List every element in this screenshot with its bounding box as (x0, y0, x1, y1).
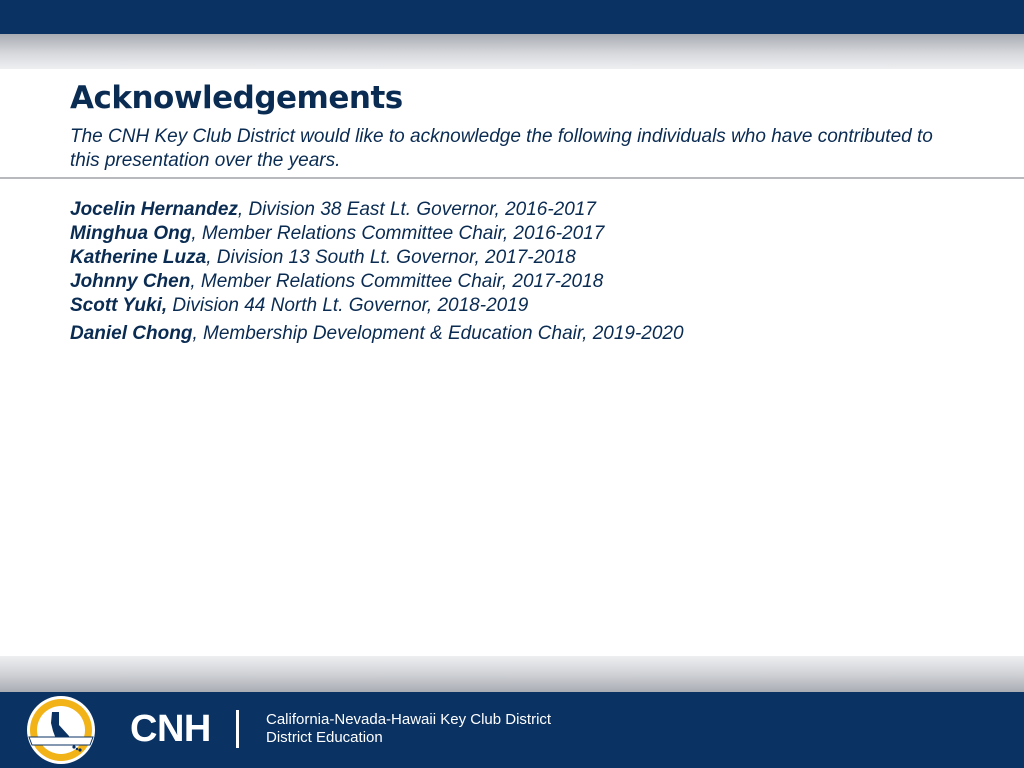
credit-item (70, 294, 970, 318)
district-seal-logo (26, 695, 96, 765)
header-divider (0, 177, 1024, 179)
bottom-gradient-band (0, 656, 1024, 692)
credit-name: Scott Yuki, (70, 295, 168, 316)
footer-org-name: California-Nevada-Hawaii Key Club District (266, 711, 552, 728)
credit-name: Johnny Chen (70, 271, 191, 292)
footer-text (266, 711, 551, 747)
credit-item (70, 270, 970, 294)
credit-item (70, 246, 970, 270)
credit-role: , Membership Development & Education Chair, 2019-2020 (192, 323, 684, 344)
credits-list (70, 198, 970, 346)
credit-role: , Division 38 East Lt. Governor, 2016-2017 (237, 199, 596, 220)
page-subtitle: The CNH Key Club District would like to acknowledge the following individuals who have contributed to this presentation over the years. (70, 126, 933, 171)
credit-name: Daniel Chong (70, 323, 193, 344)
brand-separator (236, 710, 239, 748)
credit-role: , Member Relations Committee Chair, 2016-2017 (191, 223, 605, 244)
credit-role: , Division 13 South Lt. Governor, 2017-2018 (206, 247, 576, 268)
top-banner-bar (0, 0, 1024, 34)
page-title: Acknowledgements (70, 80, 403, 116)
credit-role: Division 44 North Lt. Governor, 2018-2019 (167, 295, 529, 316)
credit-role: , Member Relations Committee Chair, 2017-2018 (190, 271, 604, 292)
footer-department: District Education (266, 729, 383, 746)
brand-name: CNH (130, 708, 211, 750)
credit-name: Minghua Ong (70, 223, 192, 244)
credit-name: Katherine Luza (70, 247, 207, 268)
credit-item (70, 198, 970, 222)
credit-item (70, 222, 970, 246)
top-gradient-band (0, 34, 1024, 69)
credit-name: Jocelin Hernandez (70, 199, 238, 220)
credit-item (70, 322, 970, 346)
